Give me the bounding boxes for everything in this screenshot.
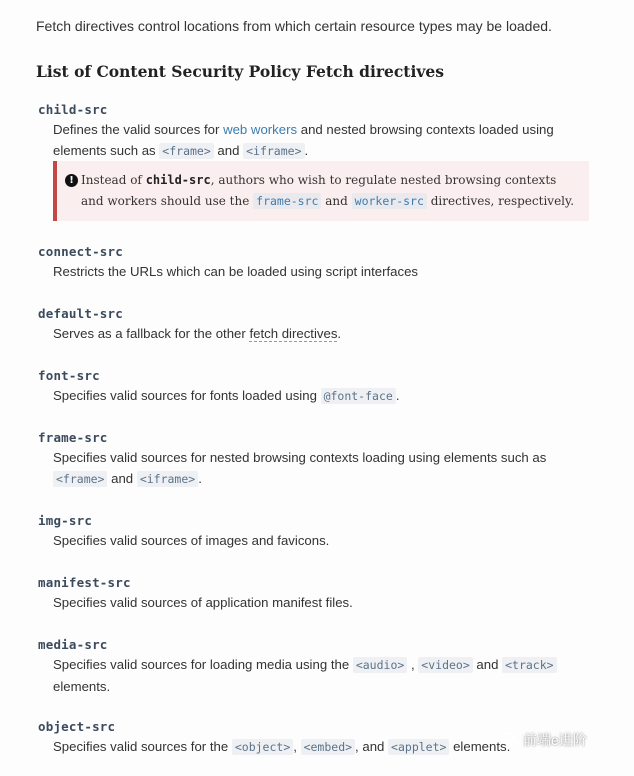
watermark-text: 前端e进阶 [523,732,587,748]
watermark [501,731,587,751]
desc-text: Defines the valid sources for [53,122,224,137]
desc-text: , [407,657,419,672]
note-text-part: Instead of [81,173,146,187]
note-text-part: and [321,194,352,208]
term-img-src: img-src [38,513,93,528]
code-applet: <applet> [388,739,449,755]
intro-paragraph: Fetch directives control locations from which certain resource types may be loaded. [36,18,552,34]
desc-text: Serves as a fallback for the other [53,326,250,341]
code-iframe: <iframe> [137,471,198,487]
desc-text: . [304,143,309,158]
note-text [81,170,581,212]
note-text-part: , authors who wish to regulate nested browsing contexts and workers should use the [81,173,557,208]
desc-text: Specifies valid sources for the [53,739,232,754]
desc-text: . [337,326,342,341]
term-font-src: font-src [38,368,100,383]
desc-text: , and [355,739,389,754]
desc-frame-src [53,447,553,490]
fetch-directives-link[interactable]: fetch directives [249,326,338,341]
desc-connect-src: Restricts the URLs which can be loaded using script interfaces [53,264,419,279]
frame-src-link[interactable]: frame-src [253,193,321,209]
code-iframe: <iframe> [243,143,304,159]
code-frame: <frame> [53,471,107,487]
wechat-icon [501,732,519,751]
desc-text: Specifies valid sources for fonts loaded using [53,388,321,403]
term-child-src: child-src [38,102,108,117]
term-frame-src: frame-src [38,430,108,445]
code-track: <track> [502,657,556,673]
desc-img-src: Specifies valid sources of images and favicons. [53,533,330,548]
code-embed: <embed> [301,739,355,755]
term-object-src: object-src [38,719,116,734]
desc-text: and [213,143,244,158]
desc-text: and nested browsing contexts loaded using elements such as [53,122,554,158]
desc-text: , [293,739,301,754]
section-heading: List of Content Security Policy Fetch directives [36,62,444,81]
term-connect-src: connect-src [38,244,123,259]
code-audio: <audio> [353,657,407,673]
code-object: <object> [232,739,293,755]
desc-text: . [395,388,400,403]
worker-src-link[interactable]: worker-src [352,193,427,209]
term-default-src: default-src [38,306,123,321]
desc-media-src [53,654,573,697]
desc-text: . [198,471,202,486]
web-workers-link[interactable]: web workers [223,122,298,137]
code-video: <video> [418,657,472,673]
warning-note [53,161,589,221]
code-child-src: child-src [145,173,211,187]
code-frame: <frame> [159,143,213,159]
desc-text: elements. [53,679,111,694]
desc-text: elements. [449,739,511,754]
note-text-part: directives, respectively. [426,194,575,208]
desc-font-src [53,385,593,407]
desc-child-src [53,119,593,162]
desc-text: Specifies valid sources for nested browsing contexts loading using elements such as [53,450,547,465]
desc-text: and [472,657,503,672]
term-manifest-src: manifest-src [38,575,131,590]
term-media-src: media-src [38,637,108,652]
desc-text: and [107,471,137,486]
exclamation-icon: ! [65,174,78,187]
desc-text: Specifies valid sources for loading media using the [53,657,353,672]
desc-manifest-src: Specifies valid sources of application manifest files. [53,595,353,610]
code-font-face: @font-face [321,388,396,404]
desc-default-src [53,323,593,344]
